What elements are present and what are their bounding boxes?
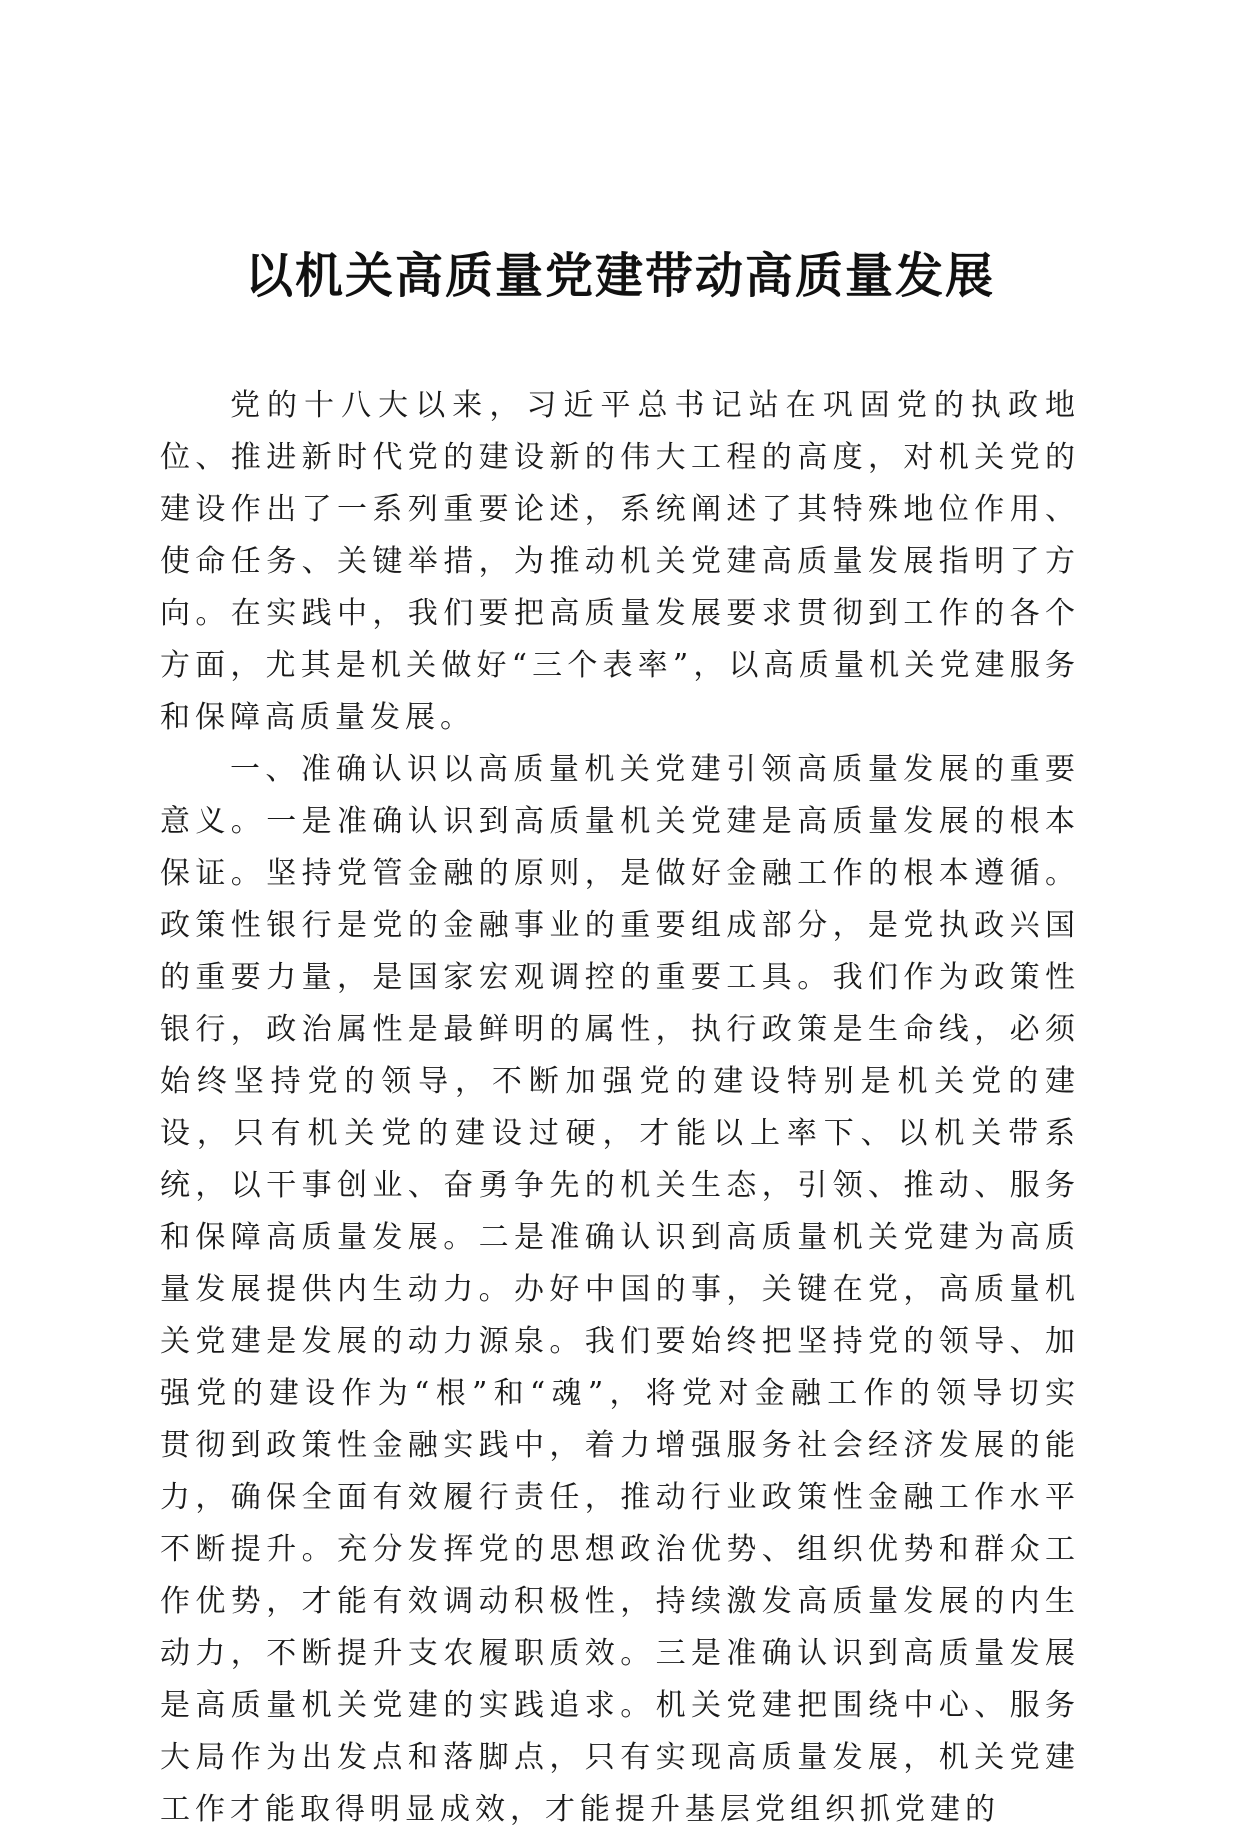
paragraph-intro: 党的十八大以来，习近平总书记站在巩固党的执政地位、推进新时代党的建设新的伟大工程的高度，对机关党的建设作出了一系列重要论述，系统阐述了其特殊地位作用、使命任务、关键举措，为推动机关党建高质量发展指明了方向。在实践中，我们要把高质量发展要求贯彻到工作的各个方面，尤其是机关做好“三个表率”，以高质量机关党建服务和保障高质量发展。 [160, 388, 1080, 735]
document-body [160, 380, 1080, 1836]
document-title: 以机关高质量党建带动高质量发展 [244, 248, 995, 304]
paragraph-section-one: 一、准确认识以高质量机关党建引领高质量发展的重要意义。一是准确认识到高质量机关党建是高质量发展的根本保证。坚持党管金融的原则，是做好金融工作的根本遵循。政策性银行是党的金融事业的重要组成部分，是党执政兴国的重要力量，是国家宏观调控的重要工具。我们作为政策性银行，政治属性是最鲜明的属性，执行政策是生命线，必须始终坚持党的领导，不断加强党的建设特别是机关党的建设，只有机关党的建设过硬，才能以上率下、以机关带系统，以干事创业、奋勇争先的机关生态，引领、推动、服务和保障高质量发展。二是准确认识到高质量机关党建为高质量发展提供内生动力。办好中国的事，关键在党，高质量机关党建是发展的动力源泉。我们要始终把坚持党的领导、加强党的建设作为“根”和“魂”，将党对金融工作的领导切实贯彻到政策性金融实践中，着力增强服务社会经济发展的能力，确保全面有效履行责任，推动行业政策性金融工作水平不断提升。充分发挥党的思想政治优势、组织优势和群众工作优势，才能有效调动积极性，持续激发高质量发展的内生动力，不断提升支农履职质效。三是准确认识到高质量发展是高质量机关党建的实践追求。机关党建把围绕中心、服务大局作为出发点和落脚点，只有实现高质量发展，机关党建工作才能取得明显成效，才能提升基层党组织抓党建的 [160, 752, 1080, 1827]
